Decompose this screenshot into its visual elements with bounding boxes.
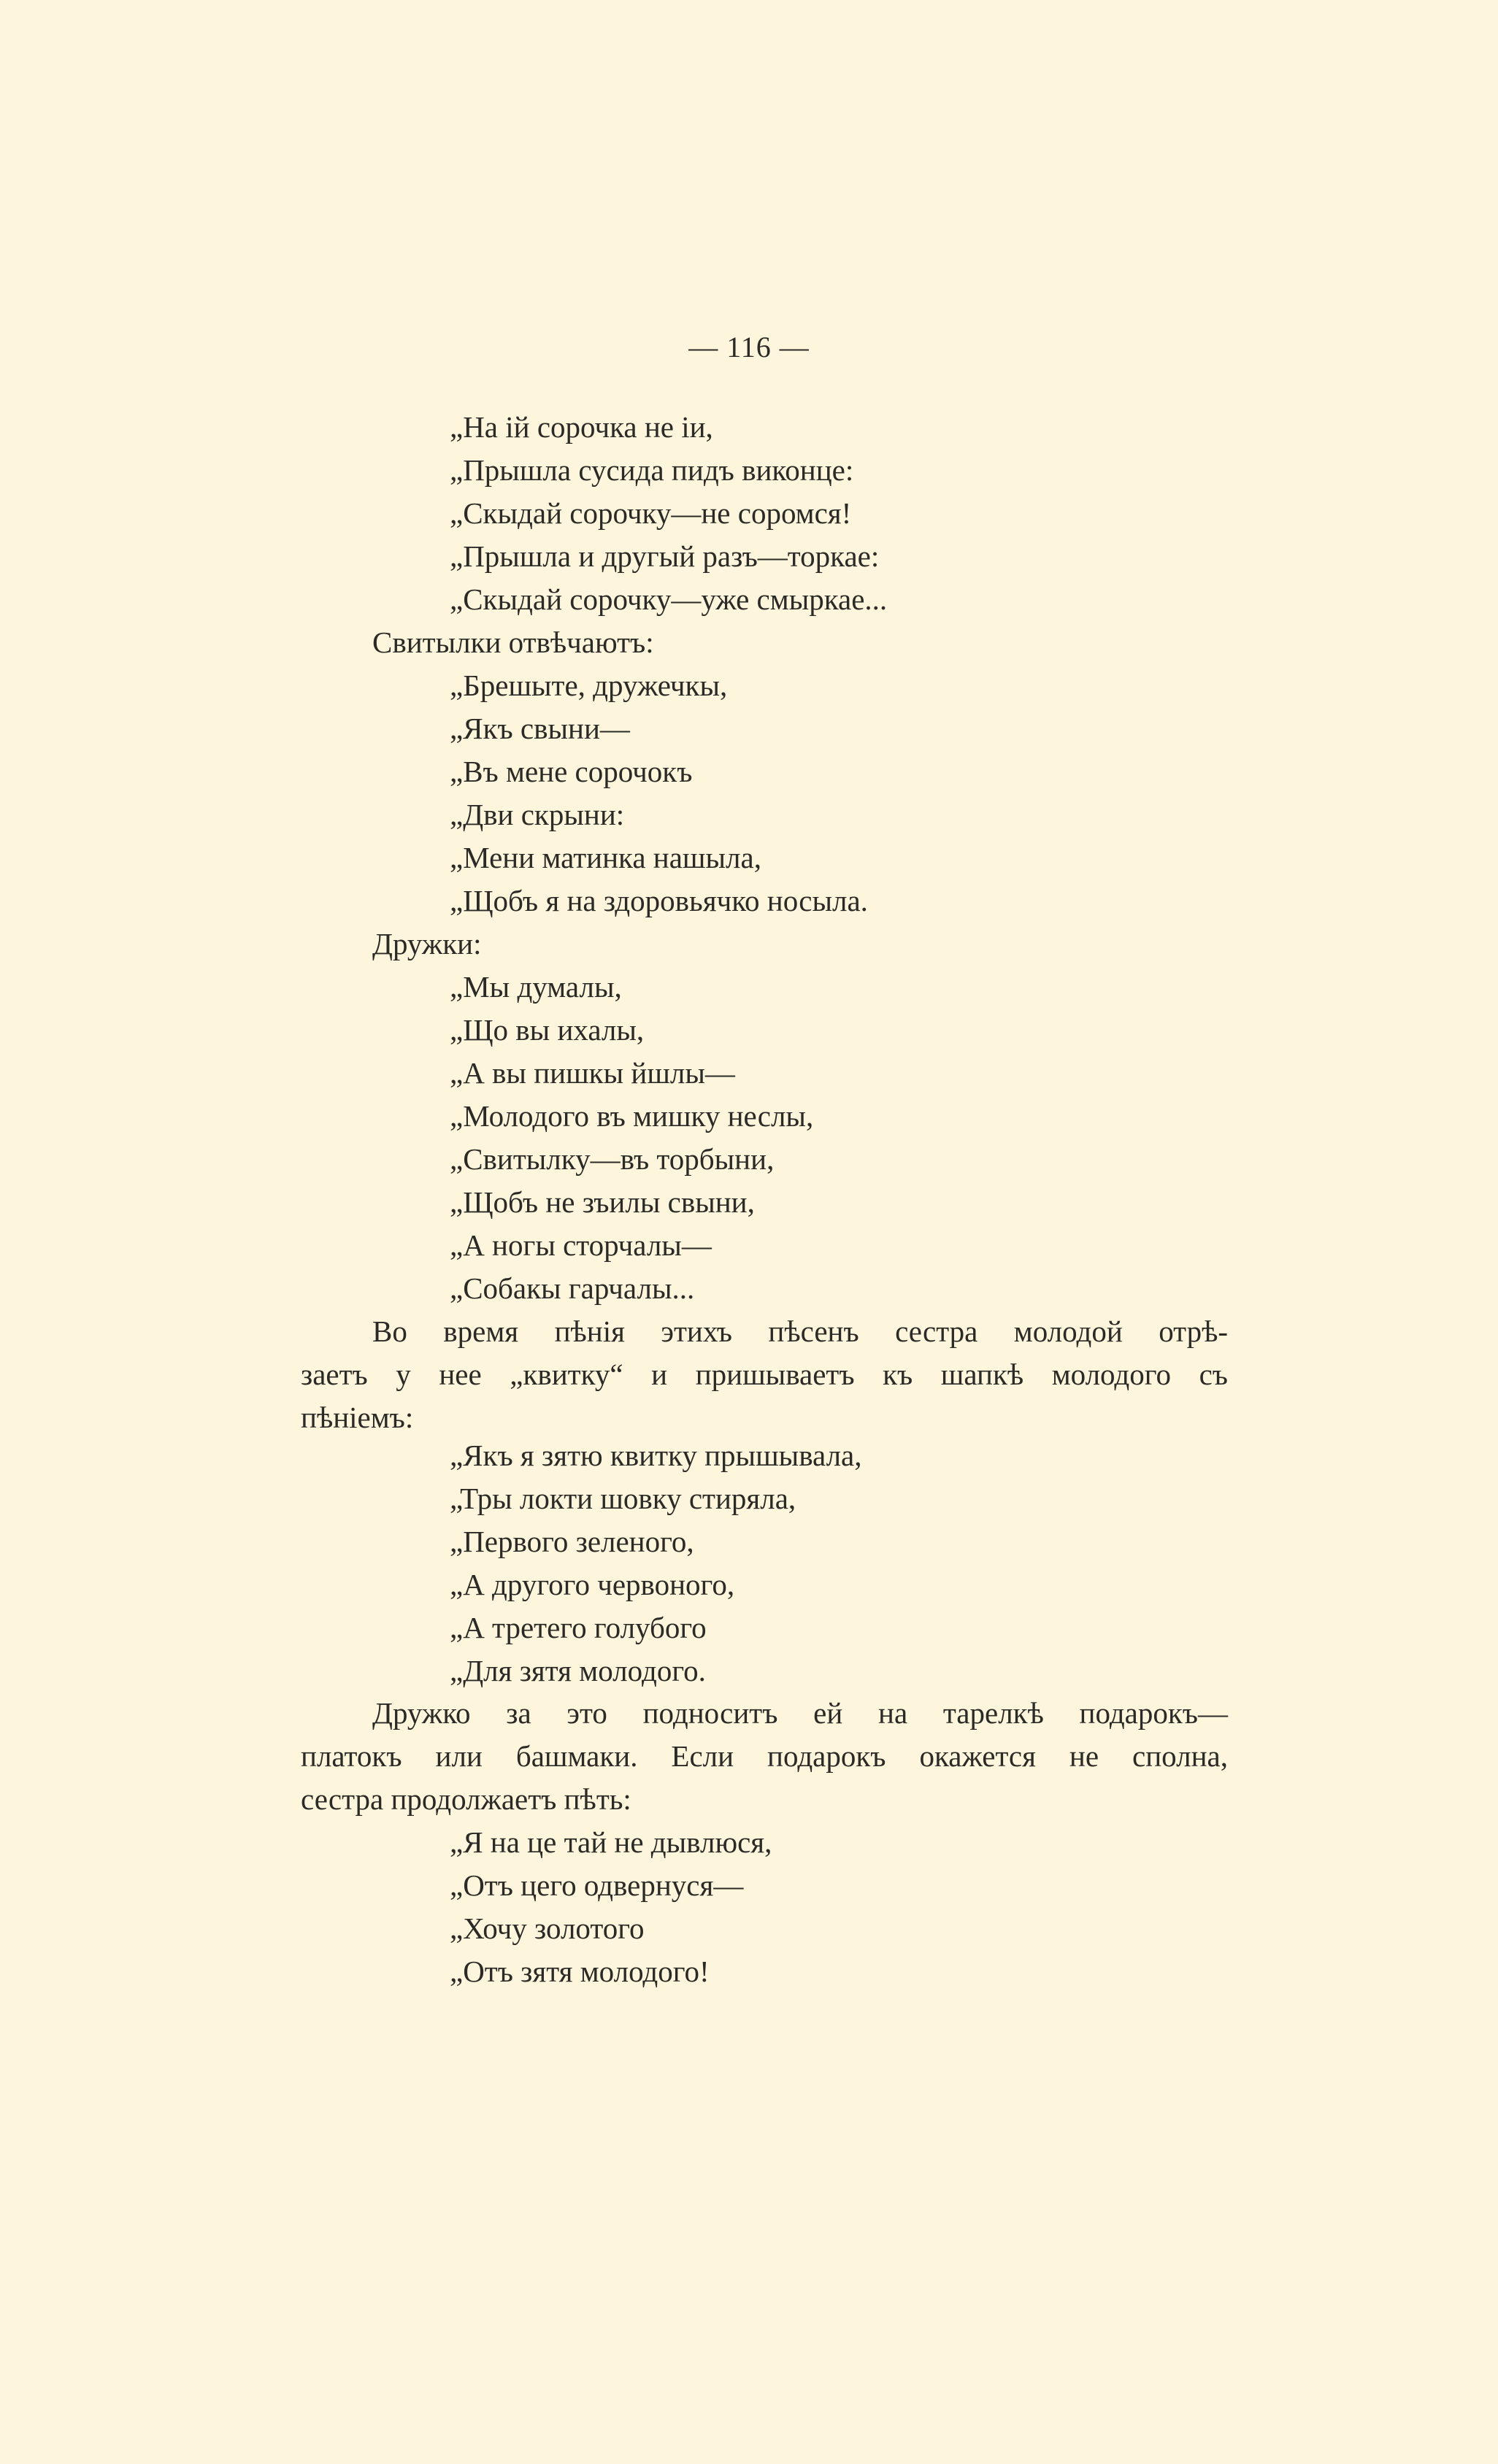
prose-line: заетъ у нее „квитку“ и пришываетъ къ шапкѣ молодого съ (301, 1358, 1228, 1391)
verse-line: „Мы думалы, (450, 970, 622, 1004)
verse-line: „А другого червоного, (450, 1568, 735, 1601)
verse-line: „Первого зеленого, (450, 1525, 694, 1558)
prose-line: сестра продолжаетъ пѣть: (301, 1782, 631, 1816)
verse-line: „Дви скрыни: (450, 798, 625, 831)
verse-line: „А ногы сторчалы— (450, 1228, 712, 1262)
verse-line: „Прышла сусида пидъ виконце: (450, 453, 854, 487)
page-number: — 116 — (688, 331, 810, 363)
verse-line: „А вы пишкы йшлы— (450, 1056, 735, 1090)
verse-stanza-2 (450, 664, 1289, 923)
verse-line: „Для зятя молодого. (450, 1654, 706, 1687)
verse-line: „Щобъ я на здоровьячко носыла. (450, 884, 868, 917)
speaker-label: Дружки: (372, 927, 482, 960)
verse-line: „Скыдай сорочку—уже смыркае... (450, 582, 888, 616)
verse-line: „Я на це тай не дывлюся, (450, 1825, 772, 1859)
prose-paragraph-2 (301, 1692, 1228, 1821)
verse-line: „Скыдай сорочку—не соромся! (450, 496, 852, 530)
verse-stanza-5 (450, 1821, 1289, 1993)
speaker-label: Свитылки отвѣчаютъ: (372, 625, 654, 659)
verse-stanza-3 (450, 966, 1289, 1310)
prose-line: платокъ или башмаки. Если подарокъ окажется не сполна, (301, 1739, 1228, 1773)
verse-line: „Мени матинка нашыла, (450, 841, 761, 874)
verse-stanza-1 (450, 406, 1289, 621)
verse-line: „Що вы ихалы, (450, 1013, 645, 1047)
verse-line: „Молодого въ мишку неслы, (450, 1099, 814, 1133)
verse-line: „На ій сорочка не іи, (450, 410, 713, 444)
verse-line: „Хочу золотого (450, 1911, 645, 1945)
verse-line: „Свитылку—въ торбыни, (450, 1142, 775, 1176)
verse-line: „Щобъ не зъилы свыни, (450, 1185, 755, 1219)
verse-line: „Брешыте, дружечкы, (450, 669, 728, 702)
prose-paragraph-1 (301, 1310, 1228, 1439)
verse-line: „Якъ я зятю квитку прышывала, (450, 1439, 862, 1472)
verse-line: „Въ мене сорочокъ (450, 755, 693, 788)
verse-line: „Тры локти шовку стиряла, (450, 1482, 796, 1515)
verse-line: „А третего голубого (450, 1611, 707, 1644)
verse-stanza-4 (450, 1434, 1289, 1693)
verse-line: „Отъ цего одвернуся— (450, 1868, 744, 1902)
prose-line: пѣніемъ: (301, 1401, 414, 1434)
verse-line: „Отъ зятя молодого! (450, 1955, 710, 1988)
verse-line: „Собакы гарчалы... (450, 1271, 695, 1305)
verse-line: „Якъ свыни— (450, 712, 630, 745)
verse-line: „Прышла и другый разъ—торкае: (450, 539, 880, 573)
prose-line: Во время пѣнія этихъ пѣсенъ сестра молодой отрѣ- (372, 1314, 1228, 1348)
prose-line: Дружко за это подноситъ ей на тарелкѣ подарокъ— (372, 1696, 1228, 1730)
